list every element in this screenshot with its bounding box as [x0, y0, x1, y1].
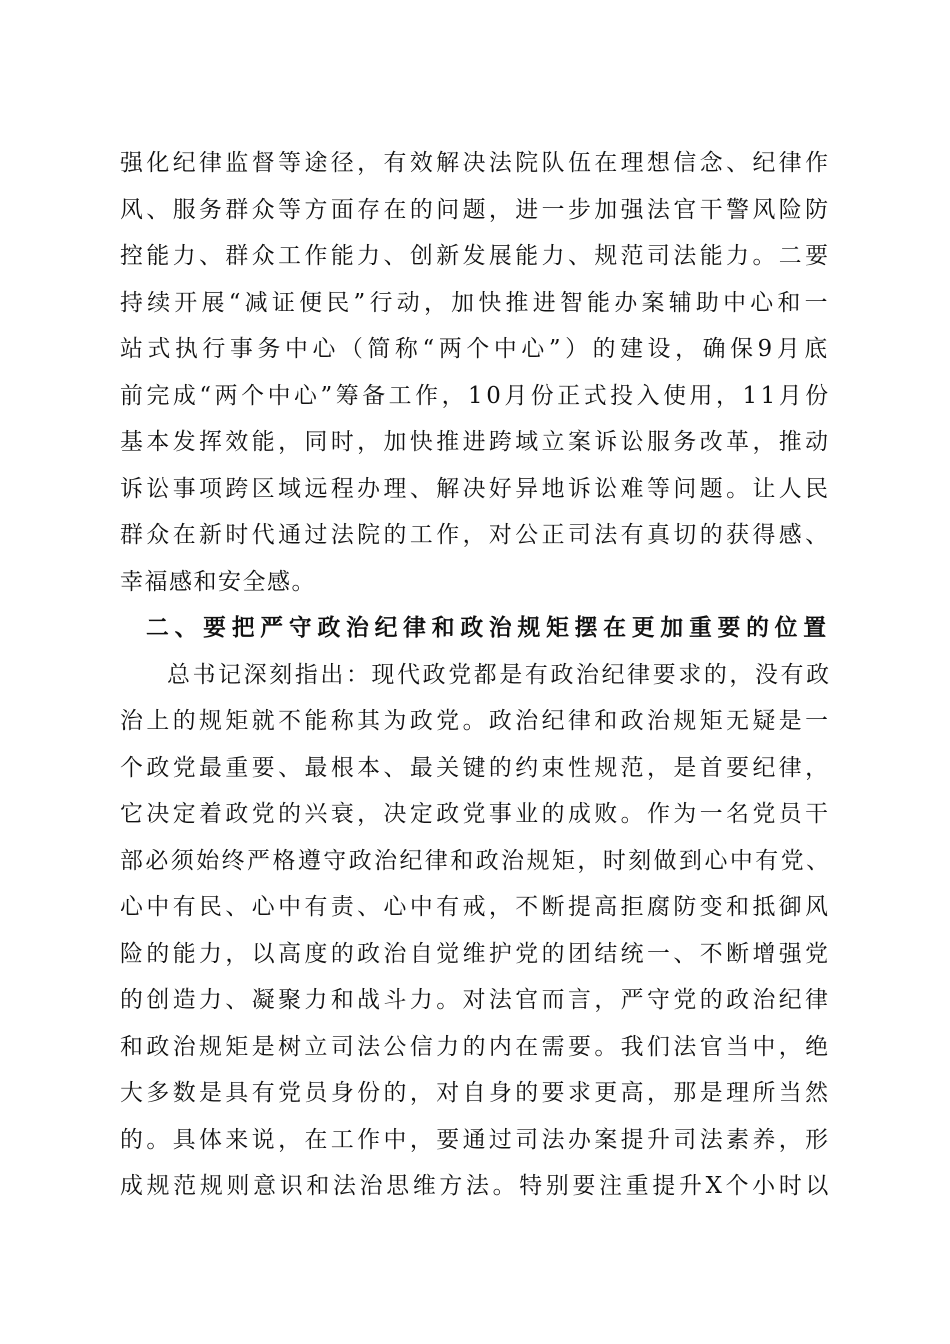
text-line-19: 的创造力、凝聚力和战斗力。对法官而言，严守党的政治纪律 [120, 987, 832, 1013]
text-line-13: 治上的规矩就不能称其为政党。政治纪律和政治规矩无疑是一 [120, 708, 832, 734]
text-line-12: 总书记深刻指出：现代政党都是有政治纪律要求的，没有政 [167, 661, 832, 688]
text-line-9: 群众在新时代通过法院的工作，对公正司法有真切的获得感、 [120, 522, 832, 548]
text-line-5: 站式执行事务中心（简称“两个中心”）的建设，确保9月底 [120, 336, 832, 362]
text-line-20: 和政治规矩是树立司法公信力的内在需要。我们法官当中，绝 [120, 1033, 832, 1060]
text-line-6: 前完成“两个中心”筹备工作，10月份正式投入使用，11月份 [120, 382, 832, 409]
text-line-21: 大多数是具有党员身份的，对自身的要求更高，那是理所当然 [120, 1080, 832, 1106]
text-line-14: 个政党最重要、最根本、最关键的约束性规范，是首要纪律， [120, 754, 832, 781]
text-line-3: 控能力、群众工作能力、创新发展能力、规范司法能力。二要 [120, 243, 832, 269]
text-line-10: 幸福感和安全感。 [120, 568, 316, 595]
text-line-22: 的。具体来说，在工作中，要通过司法办案提升司法素养，形 [120, 1126, 832, 1153]
text-line-2: 风、服务群众等方面存在的问题，进一步加强法官干警风险防 [120, 196, 832, 223]
text-line-16: 部必须始终严格遵守政治纪律和政治规矩，时刻做到心中有党、 [120, 847, 832, 874]
text-line-23: 成规范规则意识和法治思维方法。特别要注重提升X个小时以 [120, 1173, 833, 1199]
section-heading: 二、要把严守政治纪律和政治规矩摆在更加重要的位置 [146, 615, 832, 641]
text-line-15: 它决定着政党的兴衰，决定政党事业的成败。作为一名党员干 [120, 801, 832, 827]
text-line-8: 诉讼事项跨区域远程办理、解决好异地诉讼难等问题。让人民 [120, 475, 832, 502]
text-line-18: 险的能力，以高度的政治自觉维护党的团结统一、不断增强党 [120, 940, 832, 967]
text-line-7: 基本发挥效能，同时，加快推进跨域立案诉讼服务改革，推动 [120, 429, 832, 455]
text-line-17: 心中有民、心中有责、心中有戒，不断提高拒腐防变和抵御风 [120, 894, 832, 920]
text-line-1: 强化纪律监督等途径，有效解决法院队伍在理想信念、纪律作 [120, 150, 832, 176]
text-line-4: 持续开展“减证便民”行动，加快推进智能办案辅助中心和一 [120, 289, 832, 316]
